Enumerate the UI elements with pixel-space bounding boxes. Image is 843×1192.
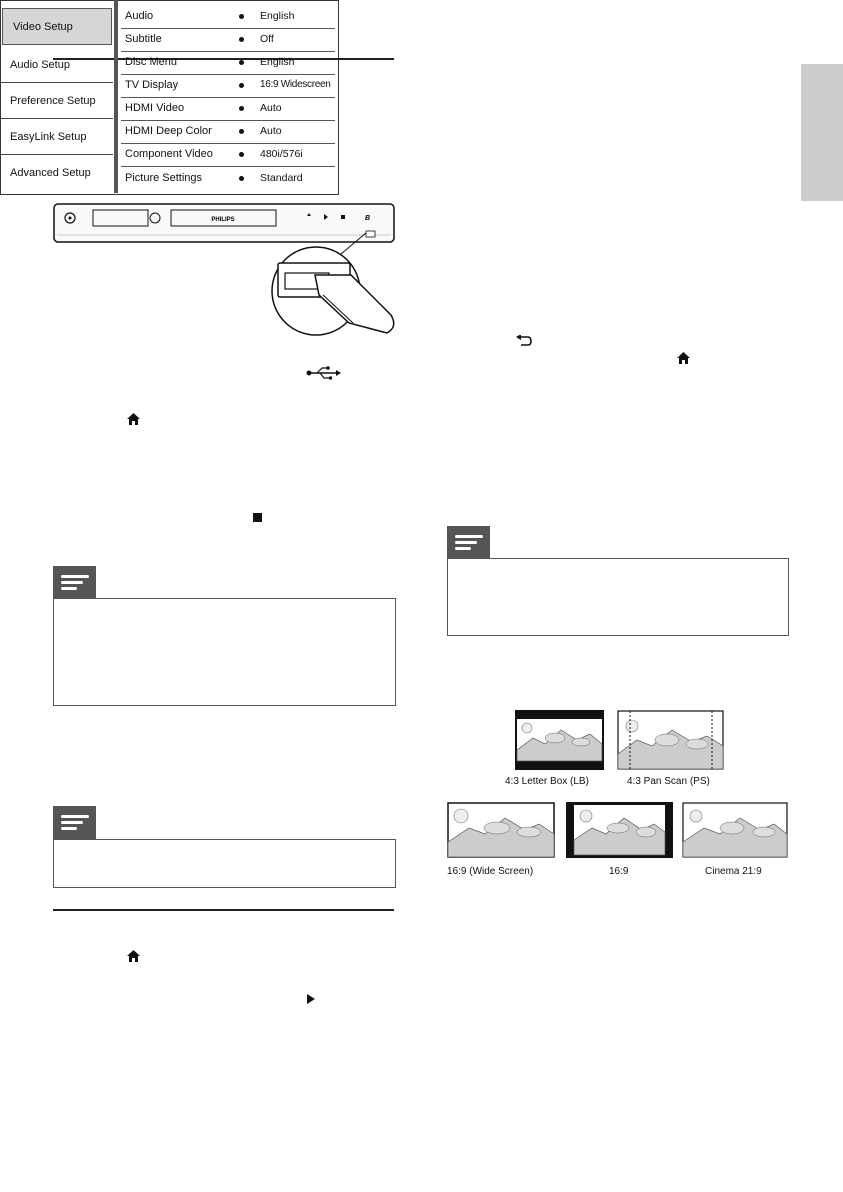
option-row-audio[interactable] <box>121 5 335 29</box>
option-label: Picture Settings <box>125 172 203 184</box>
option-value: 480i/576i <box>260 148 303 160</box>
tv-format-cinema-image <box>682 802 788 858</box>
bullet-icon <box>239 14 244 19</box>
section-rule-bottom-left <box>53 909 394 911</box>
svg-text:B: B <box>365 215 371 222</box>
option-label: Subtitle <box>125 33 162 45</box>
option-row-hdmi-deep-color[interactable] <box>121 120 335 144</box>
bullet-icon <box>239 83 244 88</box>
menu-item-preference-setup[interactable]: Preference Setup <box>0 84 113 119</box>
note-box-right <box>447 558 789 636</box>
option-value: Auto <box>260 102 282 114</box>
option-value: Auto <box>260 125 282 137</box>
option-value: English <box>260 56 295 68</box>
option-value: Off <box>260 33 274 45</box>
home-icon <box>127 950 140 962</box>
setup-menu <box>0 0 339 195</box>
note-box-second <box>53 839 396 888</box>
bullet-icon <box>239 129 244 134</box>
tv-format-letterbox-image <box>515 710 604 770</box>
option-row-subtitle[interactable] <box>121 28 335 52</box>
home-icon <box>127 413 140 425</box>
home-icon <box>677 352 690 364</box>
menu-item-easylink-setup[interactable]: EasyLink Setup <box>0 120 113 155</box>
option-label: Audio <box>125 10 154 22</box>
caption-cinema: Cinema 21:9 <box>705 866 762 877</box>
option-label: Component Video <box>125 148 213 160</box>
language-side-tab <box>801 64 843 201</box>
tv-format-16-9-image <box>566 802 673 858</box>
caption-wide-screen: 16:9 (Wide Screen) <box>447 866 534 877</box>
bullet-icon <box>239 106 244 111</box>
menu-item-audio-setup[interactable]: Audio Setup <box>0 48 113 83</box>
option-row-component-video[interactable] <box>121 143 335 167</box>
option-row-picture-settings[interactable] <box>121 167 335 190</box>
option-value: 16:9 Widescreen <box>260 79 331 90</box>
menu-item-video-setup[interactable]: Video Setup <box>2 8 112 45</box>
play-icon <box>307 994 315 1004</box>
note-icon <box>53 806 96 839</box>
option-value: English <box>260 10 295 22</box>
menu-item-advanced-setup[interactable]: Advanced Setup <box>10 167 91 179</box>
bullet-icon <box>239 152 244 157</box>
caption-letterbox: 4:3 Letter Box (LB) <box>505 776 589 787</box>
setup-category-list <box>0 0 113 193</box>
note-box-usb <box>53 598 396 706</box>
bullet-icon <box>239 37 244 42</box>
bluray-player-illustration <box>53 203 398 343</box>
note-icon <box>53 566 96 599</box>
option-value: Standard <box>260 172 303 184</box>
option-label: TV Display <box>125 79 179 91</box>
option-row-disc-menu[interactable] <box>121 51 335 75</box>
stop-icon <box>253 513 262 522</box>
player-brand: PHILIPS <box>211 217 235 223</box>
bullet-icon <box>239 60 244 65</box>
tv-format-widescreen-image <box>447 802 555 858</box>
caption-panscan: 4:3 Pan Scan (PS) <box>627 776 710 787</box>
menu-divider <box>114 0 118 193</box>
option-label: HDMI Video <box>125 102 185 114</box>
note-icon <box>447 526 490 559</box>
option-row-hdmi-video[interactable] <box>121 97 335 121</box>
back-icon <box>516 335 532 347</box>
option-label: HDMI Deep Color <box>125 125 212 137</box>
bullet-icon <box>239 176 244 181</box>
option-label: Disc Menu <box>125 56 177 68</box>
option-row-tv-display[interactable] <box>121 74 335 98</box>
caption-16-9: 16:9 <box>609 866 629 877</box>
tv-format-panscan-image <box>617 710 724 770</box>
usb-icon <box>306 366 342 380</box>
